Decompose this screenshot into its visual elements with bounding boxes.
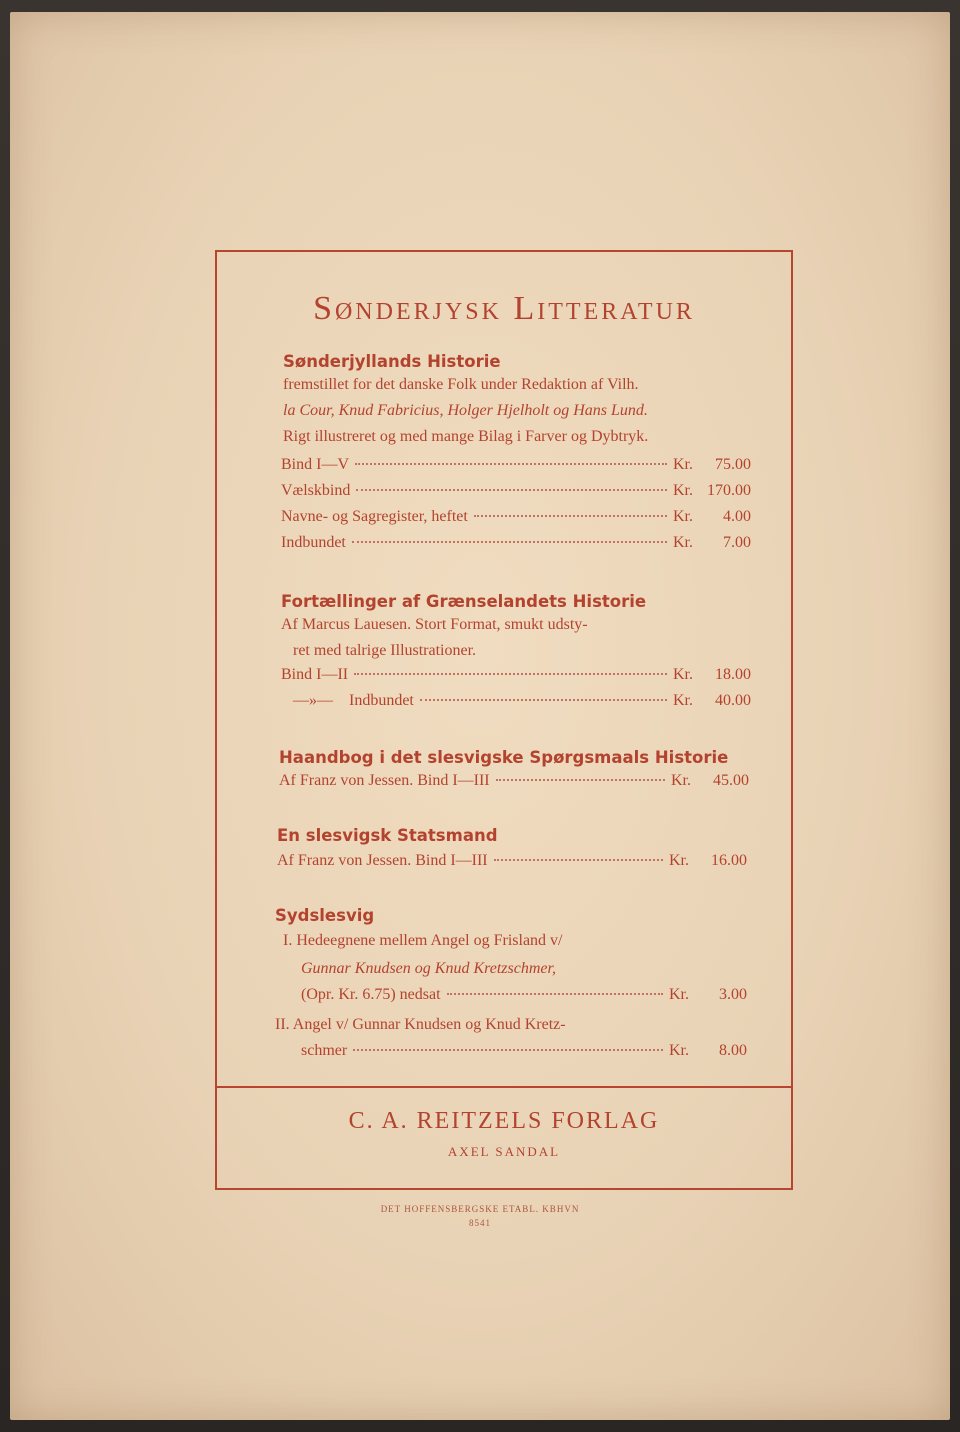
entry-line: II. Angel v/ Gunnar Knudsen og Knud Kretz- xyxy=(275,1016,566,1033)
leader-dots xyxy=(352,541,667,543)
price: 75.00 xyxy=(715,456,751,473)
price-row xyxy=(281,666,751,688)
description-line: fremstillet for det danske Folk under Redaktion af Vilh. xyxy=(283,376,639,393)
section-heading-haandbog: Haandbog i det slesvigske Spørgsmaals Historie xyxy=(279,748,729,767)
leader-dots xyxy=(494,859,663,861)
description-line: ret med talrige Illustrationer. xyxy=(293,642,477,659)
item-label: Vælskbind xyxy=(281,482,351,499)
leader-dots xyxy=(353,1049,663,1051)
currency: Kr. xyxy=(673,456,693,473)
item-label: Indbundet xyxy=(281,534,346,551)
currency: Kr. xyxy=(669,1042,689,1059)
leader-dots xyxy=(355,463,667,465)
currency: Kr. xyxy=(673,534,693,551)
leader-dots xyxy=(496,779,665,781)
currency: Kr. xyxy=(671,772,691,789)
publisher-name: C. A. REITZELS FORLAG xyxy=(348,1108,660,1134)
price: 8.00 xyxy=(719,1042,747,1059)
price-row xyxy=(281,482,751,504)
price: 3.00 xyxy=(719,986,747,1003)
entry-line: I. Hedeegnene mellem Angel og Frisland v/ xyxy=(283,932,563,949)
publisher-subtitle: AXEL SANDAL xyxy=(447,1144,561,1159)
item-label: Bind I—V xyxy=(281,456,349,473)
description-line: Af Marcus Lauesen. Stort Format, smukt udsty- xyxy=(281,616,588,633)
page-title: Sønderjysk Litteratur xyxy=(313,290,695,327)
section-heading-sonderjyllands-historie: Sønderjyllands Historie xyxy=(283,352,501,371)
price-row xyxy=(281,508,751,530)
leader-dots xyxy=(356,489,667,491)
price-row xyxy=(281,534,751,556)
price: 7.00 xyxy=(723,534,751,551)
item-label: Navne- og Sagregister, heftet xyxy=(281,508,468,525)
price-row xyxy=(281,692,751,714)
price-row xyxy=(301,986,747,1008)
item-label: —»— Indbundet xyxy=(293,692,414,709)
description-line: Rigt illustreret og med mange Bilag i Farver og Dybtryk. xyxy=(283,428,649,445)
currency: Kr. xyxy=(673,666,693,683)
price-row xyxy=(277,852,747,874)
price: 16.00 xyxy=(711,852,747,869)
price-row xyxy=(279,772,749,794)
leader-dots xyxy=(420,699,667,701)
frame-divider xyxy=(217,1086,791,1088)
section-heading-statsmand: En slesvigsk Statsmand xyxy=(277,826,498,845)
price-row xyxy=(301,1042,747,1064)
leader-dots xyxy=(474,515,667,517)
leader-dots xyxy=(447,993,663,995)
item-label: Af Franz von Jessen. Bind I—III xyxy=(277,852,488,869)
book-back-cover xyxy=(10,12,950,1420)
entry-line: Gunnar Knudsen og Knud Kretzschmer, xyxy=(301,960,556,977)
section-heading-sydslesvig: Sydslesvig xyxy=(275,906,375,925)
currency: Kr. xyxy=(669,986,689,1003)
currency: Kr. xyxy=(673,508,693,525)
printer-number: 8541 xyxy=(469,1218,491,1228)
leader-dots xyxy=(354,673,667,675)
price: 4.00 xyxy=(723,508,751,525)
price: 18.00 xyxy=(715,666,751,683)
item-label: Af Franz von Jessen. Bind I—III xyxy=(279,772,490,789)
price: 170.00 xyxy=(707,482,751,499)
description-line: la Cour, Knud Fabricius, Holger Hjelholt og Hans Lund. xyxy=(283,402,648,419)
price: 40.00 xyxy=(715,692,751,709)
currency: Kr. xyxy=(673,692,693,709)
item-label: schmer xyxy=(301,1042,348,1059)
printer-imprint: DET HOFFENSBERGSKE ETABL. KBHVN xyxy=(380,1204,580,1214)
currency: Kr. xyxy=(673,482,693,499)
item-label: (Opr. Kr. 6.75) nedsat xyxy=(301,986,441,1003)
price: 45.00 xyxy=(713,772,749,789)
item-label: Bind I—II xyxy=(281,666,349,683)
advertisement-frame xyxy=(215,250,793,1190)
section-heading-fortaellinger: Fortællinger af Grænselandets Historie xyxy=(281,592,647,611)
currency: Kr. xyxy=(669,852,689,869)
price-row xyxy=(281,456,751,478)
